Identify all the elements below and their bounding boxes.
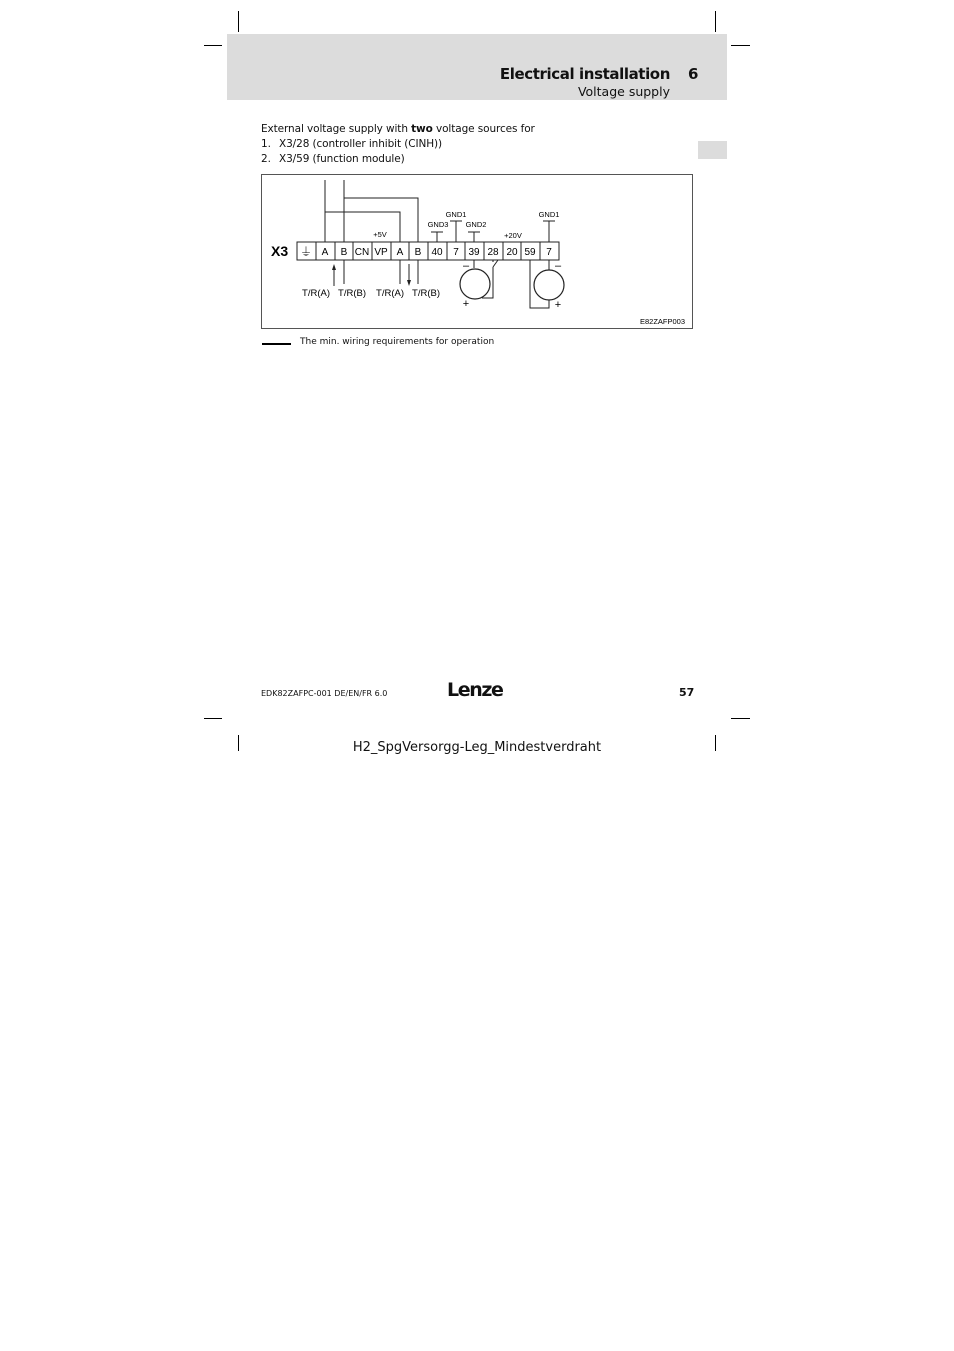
gnd1-label: GND1 bbox=[445, 210, 467, 219]
crop-mark bbox=[715, 11, 716, 32]
page-number: 57 bbox=[679, 686, 695, 699]
tr-label: T/R(A) bbox=[302, 288, 330, 299]
terminal-label: 20 bbox=[506, 247, 518, 258]
plus-sign: + bbox=[462, 298, 470, 310]
tr-label: T/R(B) bbox=[412, 288, 440, 299]
section-number: 6 bbox=[688, 65, 699, 83]
terminal-label: 7 bbox=[546, 247, 552, 258]
plus5v-label: +5V bbox=[373, 230, 387, 239]
list-item-number: 1. bbox=[261, 138, 272, 150]
minus-sign: – bbox=[554, 260, 562, 272]
section-subtitle: Voltage supply bbox=[577, 84, 670, 99]
gnd1-label: GND1 bbox=[538, 210, 560, 219]
wiring-diagram-frame bbox=[261, 174, 693, 329]
crop-mark bbox=[204, 45, 222, 46]
terminal-label: 7 bbox=[453, 247, 459, 258]
voltage-source-2 bbox=[534, 270, 564, 300]
terminal-label: 40 bbox=[431, 247, 443, 258]
list-item-text: X3/28 (controller inhibit (CINH)) bbox=[279, 138, 442, 150]
gnd2-label: GND2 bbox=[465, 220, 487, 229]
switch-contact bbox=[493, 260, 498, 267]
crop-mark bbox=[731, 45, 750, 46]
wiring-diagram bbox=[261, 174, 693, 329]
terminal-label: A bbox=[396, 247, 404, 258]
crop-mark bbox=[238, 11, 239, 32]
minus-sign: – bbox=[462, 260, 470, 272]
bus-wire bbox=[325, 212, 400, 242]
lenze-logo: Lenze bbox=[447, 679, 503, 701]
intro-prefix: External voltage supply with bbox=[261, 123, 412, 135]
terminal-label: 59 bbox=[524, 247, 536, 258]
intro-bold: two bbox=[411, 123, 433, 135]
section-title: Electrical installation bbox=[499, 65, 670, 83]
terminal-label: 28 bbox=[487, 247, 499, 258]
bottom-file-label: H2_SpgVersorgg-Leg_Mindestverdraht bbox=[352, 740, 602, 755]
footer-document-id: EDK82ZAFPC-001 DE/EN/FR 6.0 bbox=[261, 689, 388, 698]
tr-label: T/R(A) bbox=[376, 288, 404, 299]
tr-label: T/R(B) bbox=[338, 288, 366, 299]
list-item-text: X3/59 (function module) bbox=[279, 153, 405, 165]
caption-line bbox=[262, 343, 291, 345]
terminal-label: A bbox=[321, 247, 329, 258]
figure-caption: The min. wiring requirements for operation bbox=[300, 337, 495, 347]
plus-sign: + bbox=[554, 299, 562, 311]
arrow-head bbox=[407, 280, 411, 286]
side-tab-marker bbox=[698, 141, 727, 159]
terminal-label: B bbox=[414, 247, 422, 258]
terminal-label: CN bbox=[354, 247, 370, 258]
intro-suffix: voltage sources for bbox=[432, 123, 535, 135]
terminal-label: 39 bbox=[468, 247, 480, 258]
crop-mark bbox=[204, 718, 222, 719]
plus20v-label: +20V bbox=[504, 231, 522, 240]
arrow-head bbox=[332, 264, 336, 270]
figure-id: E82ZAFP003 bbox=[639, 317, 685, 326]
source-wire bbox=[530, 270, 549, 308]
ground-terminal-icon: ⏚ bbox=[299, 245, 313, 259]
terminal-label: VP bbox=[374, 247, 388, 258]
terminal-label: B bbox=[340, 247, 348, 258]
crop-mark bbox=[731, 718, 750, 719]
list-item-number: 2. bbox=[261, 153, 272, 165]
gnd3-label: GND3 bbox=[427, 220, 449, 229]
intro-text bbox=[261, 123, 535, 135]
connector-label: X3 bbox=[271, 243, 289, 259]
voltage-source-1 bbox=[460, 269, 490, 299]
